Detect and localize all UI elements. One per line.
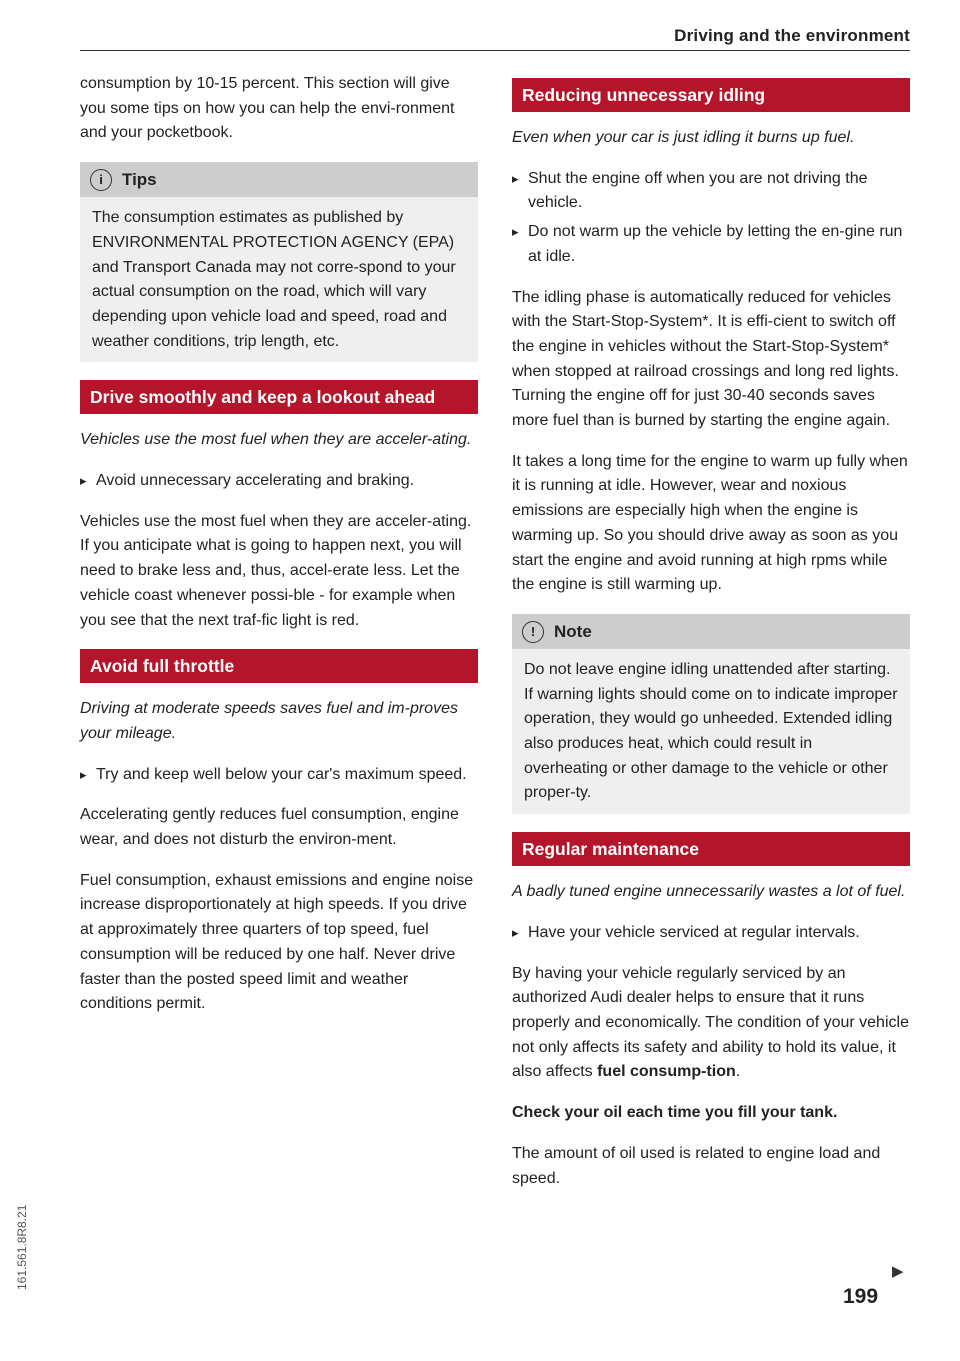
section-heading-reducing-idling: Reducing unnecessary idling [512, 78, 910, 112]
warning-icon: ! [522, 621, 544, 643]
body-paragraph: Fuel consumption, exhaust emissions and engine noise increase disproportionately at high speeds. If you drive at approximately three quarters of top speed, fuel consumption will be reduced by one half. Never drive faster than the posted speed limit and weather conditions permit. [80, 871, 474, 1013]
maintenance-text: By having your vehicle regularly serviced by an authorized Audi dealer helps to ensure that it runs properly and economically. The condition of your vehicle not only affects its safety and ability to hold its value, it also affects [512, 964, 909, 1081]
oil-check-subhead: Check your oil each time you fill your tank. [512, 1104, 838, 1122]
tips-body: The consumption estimates as published by ENVIRONMENTAL PROTECTION AGENCY (EPA) and Transport Canada may not corre-spond to your actual consumption on the road, which will vary depending upon vehicle load and speed, road and weather conditions, trip length, etc. [92, 209, 456, 350]
bullet-item: ▸ Have your vehicle serviced at regular intervals. [512, 921, 910, 946]
section-intro: A badly tuned engine unnecessarily wastes a lot of fuel. [512, 883, 906, 901]
bullet-item: ▸ Shut the engine off when you are not driving the vehicle. [512, 167, 910, 216]
body-paragraph: The amount of oil used is related to engine load and speed. [512, 1144, 881, 1187]
section-intro: Driving at moderate speeds saves fuel and im-proves your mileage. [80, 700, 458, 742]
tips-header [80, 162, 478, 197]
fuel-consumption-bold: fuel consump-tion [597, 1063, 736, 1081]
page-number: 199 [843, 1285, 879, 1308]
next-page-arrow-icon: ▶ [892, 1263, 904, 1280]
right-column [512, 72, 910, 1207]
section-heading-regular-maintenance: Regular maintenance [512, 832, 910, 866]
body-paragraph: Accelerating gently reduces fuel consumption, engine wear, and does not disturb the environ-ment. [80, 806, 459, 849]
bullet-item: ▸ Avoid unnecessary accelerating and braking. [80, 469, 478, 494]
left-column [80, 72, 478, 1033]
document-code: 161.561.8R8.21 [15, 1204, 29, 1290]
info-icon: i [90, 169, 112, 191]
body-paragraph: It takes a long time for the engine to warm up fully when it is running at idle. However, wear and noxious emissions are especially high when the engine is warming up. So you should drive away as soon as you start the engine and avoid running at high rpms while the engine is still warming up. [512, 452, 908, 594]
note-header [512, 614, 910, 649]
body-paragraph [512, 962, 910, 1086]
maintenance-text-end: . [735, 1063, 741, 1081]
tips-title: Tips [122, 170, 157, 190]
bullet-item: ▸ Do not warm up the vehicle by letting the en-gine run at idle. [512, 220, 910, 269]
section-heading-drive-smoothly: Drive smoothly and keep a lookout ahead [80, 380, 478, 414]
section-heading-avoid-full-throttle: Avoid full throttle [80, 649, 478, 683]
note-title: Note [554, 621, 592, 641]
bullet-item: ▸ Try and keep well below your car's maximum speed. [80, 763, 478, 788]
note-box [512, 614, 910, 814]
header-divider [80, 50, 910, 51]
page-header-title: Driving and the environment [674, 26, 910, 45]
section-intro: Vehicles use the most fuel when they are acceler-ating. [80, 431, 472, 449]
note-body: Do not leave engine idling unattended after starting. If warning lights should come on to indicate improper operation, they would go unheeded. Extended idling also produces heat, which could result in overheating or other damage to the vehicle or other proper-ty. [524, 660, 898, 802]
section-intro: Even when your car is just idling it burns up fuel. [512, 129, 855, 146]
intro-paragraph: consumption by 10-15 percent. This section will give you some tips on how you can help the envi-ronment and your pocketbook. [80, 75, 455, 142]
body-paragraph: The idling phase is automatically reduced for vehicles with the Start-Stop-System*. It is effi-cient to switch off the engine in vehicles without the Start-Stop-System* when stopped at railroad crossings and long red lights. Turning the engine off for just 30-40 seconds saves more fuel than is burned by starting the engine again. [512, 288, 899, 430]
tips-box [80, 162, 478, 362]
body-paragraph: Vehicles use the most fuel when they are acceler-ating. If you anticipate what is going to happen next, you will need to brake less and, thus, accel-erate less. Let the vehicle coast whenever possi-ble - for example when you see that the next traf-fic light is red. [80, 512, 472, 629]
